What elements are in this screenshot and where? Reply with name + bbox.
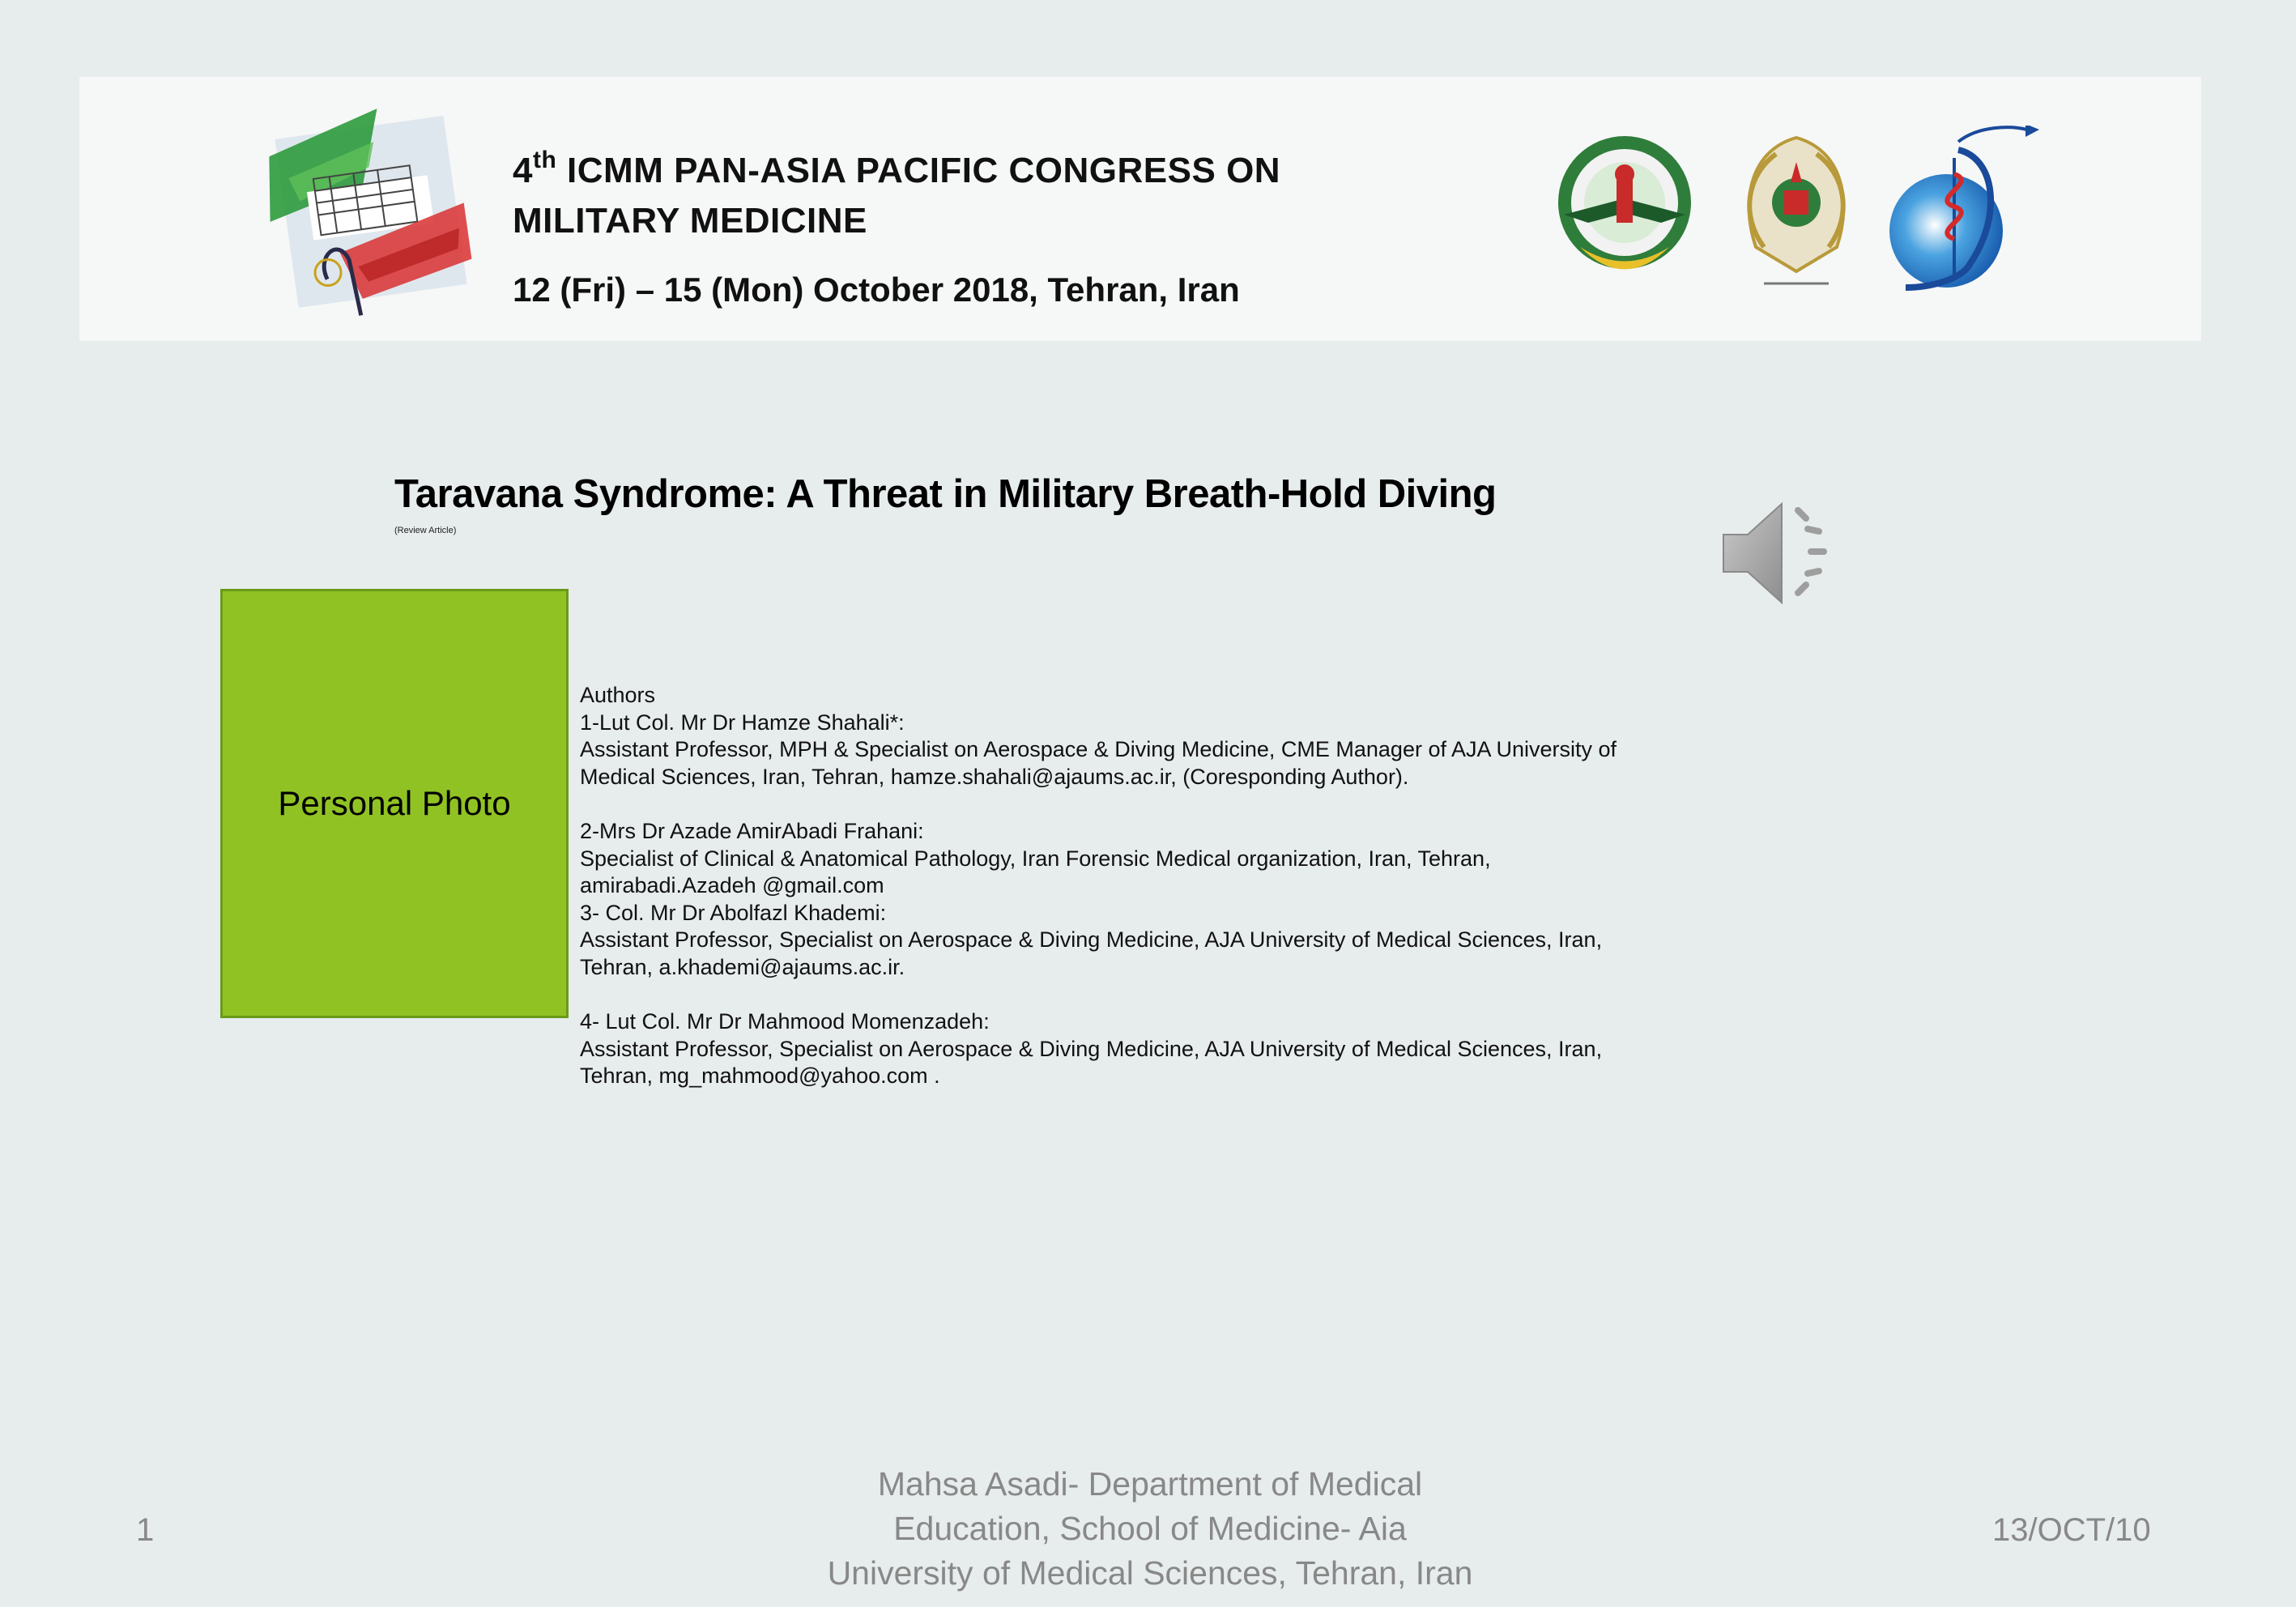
- banner-title-line2: MILITARY MEDICINE: [513, 201, 867, 241]
- footer-line2: Education, School of Medicine- Aia: [893, 1510, 1407, 1547]
- footer-line3: University of Medical Sciences, Tehran, Iran: [827, 1554, 1473, 1592]
- author-line: amirabadi.Azadeh @gmail.com: [580, 873, 884, 898]
- banner-text: [513, 146, 1280, 309]
- authors-heading: Authors: [580, 683, 656, 707]
- page-title: Taravana Syndrome: A Threat in Military Breath-Hold Diving: [394, 472, 1497, 516]
- congress-logo-icon: [262, 93, 496, 328]
- banner-title-line1: 4th ICMM PAN-ASIA PACIFIC CONGRESS ON: [513, 147, 1281, 190]
- slide-number: 1: [136, 1512, 155, 1548]
- author-spacer: [580, 982, 1689, 1009]
- authors-block: [580, 682, 1689, 1090]
- author-line: 1-Lut Col. Mr Dr Hamze Shahali*:: [580, 710, 905, 735]
- author-line: 2-Mrs Dr Azade AmirAbadi Frahani:: [580, 818, 924, 843]
- footer-line1: Mahsa Asadi- Department of Medical: [877, 1465, 1423, 1503]
- army-emblem-icon: [1548, 126, 1702, 296]
- photo-placeholder-label: Personal Photo: [278, 784, 511, 822]
- armed-forces-emblem-icon: [1719, 126, 1873, 296]
- speaker-icon[interactable]: [1715, 492, 1845, 614]
- author-line: Medical Sciences, Iran, Tehran, hamze.shahali@ajaums.ac.ir, (Coresponding Author).: [580, 764, 1409, 789]
- author-line: 4- Lut Col. Mr Dr Mahmood Momenzadeh:: [580, 1009, 990, 1034]
- author-line: Tehran, a.khademi@ajaums.ac.ir.: [580, 954, 905, 979]
- author-line: Assistant Professor, MPH & Specialist on Aerospace & Diving Medicine, CME Manager of AJA University of: [580, 737, 1617, 762]
- footer-presenter: [798, 1462, 1502, 1596]
- author-line: 3- Col. Mr Dr Abolfazl Khademi:: [580, 900, 887, 925]
- congress-banner: [79, 77, 2201, 341]
- article-type-label: (Review Article): [394, 526, 457, 535]
- author-line: Tehran, mg_mahmood@yahoo.com .: [580, 1064, 940, 1089]
- footer-date: 13/OCT/10: [1992, 1512, 2151, 1548]
- author-spacer: [580, 791, 1689, 818]
- personal-photo-placeholder: [220, 589, 569, 1018]
- banner-date: 12 (Fri) – 15 (Mon) October 2018, Tehran, Iran: [513, 271, 1240, 309]
- author-line: Specialist of Clinical & Anatomical Pathology, Iran Forensic Medical organization, Iran, Tehran,: [580, 846, 1491, 871]
- author-line: Assistant Professor, Specialist on Aerospace & Diving Medicine, AJA University of Medical Sciences, Iran,: [580, 1036, 1603, 1061]
- medical-globe-icon: [1881, 126, 2043, 296]
- author-line: Assistant Professor, Specialist on Aerospace & Diving Medicine, AJA University of Medical Sciences, Iran,: [580, 927, 1603, 953]
